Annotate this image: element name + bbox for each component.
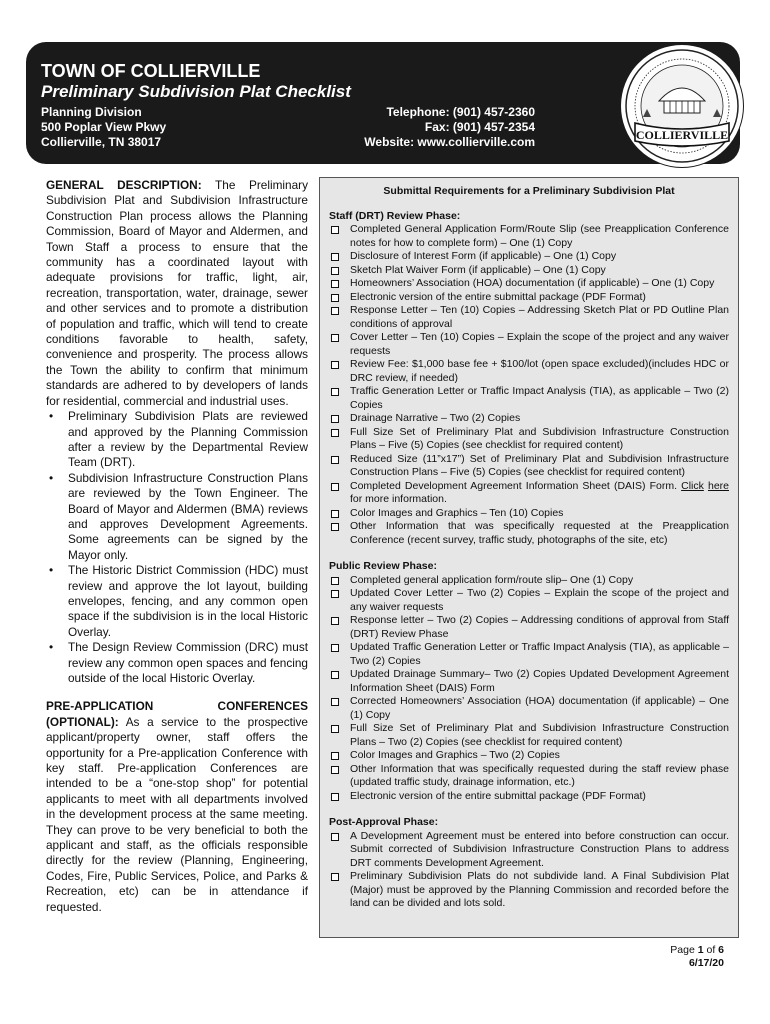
checkbox-icon[interactable] [331, 577, 339, 585]
checklist-item: Drainage Narrative – Two (2) Copies [329, 412, 729, 426]
checkbox-icon[interactable] [331, 280, 339, 288]
checkbox-icon[interactable] [331, 671, 339, 679]
checklist-item: Electronic version of the entire submittal package (PDF Format) [329, 790, 729, 804]
bullet-icon: • [49, 563, 54, 578]
bullet-item: • Preliminary Subdivision Plats are reviewed and approved by the Planning Commission after a review by the Departmental Review Team (DRT). [49, 409, 308, 470]
click-link[interactable]: Click [681, 479, 704, 492]
checklist-item: Corrected Homeowners’ Association (HOA) documentation (if applicable) – One (1) Copy [329, 695, 729, 722]
checkbox-icon[interactable] [331, 361, 339, 369]
checkbox-icon[interactable] [331, 617, 339, 625]
checklist-item: Full Size Set of Preliminary Plat and Subdivision Infrastructure Construction Plans – Five (5) Copies (see checklist for required content) [329, 426, 729, 453]
checkbox-icon[interactable] [331, 752, 339, 760]
checkbox-icon[interactable] [331, 456, 339, 464]
checkbox-icon[interactable] [331, 766, 339, 774]
checklist-item: Completed general application form/route slip– One (1) Copy [329, 574, 729, 588]
checklist-item: Other Information that was specifically requested at the Preapplication Conference (recent survey, traffic study, photographs of the site, etc) [329, 520, 729, 547]
checklist-item: Color Images and Graphics – Two (2) Copies [329, 749, 729, 763]
checklist-item: Reduced Size (11”x17”) Set of Preliminary Plat and Subdivision Infrastructure Construction Plans – Five (5) Copies (see checklist for required content) [329, 453, 729, 480]
general-description-heading: GENERAL DESCRIPTION: [46, 178, 202, 192]
preapplication-heading: PRE-APPLICATION CONFERENCES (OPTIONAL): [46, 699, 308, 729]
checklist-item: Full Size Set of Preliminary Plat and Subdivision Infrastructure Construction Plans – Two (2) Copies (see checklist for required content) [329, 722, 729, 749]
city-state-zip: Collierville, TN 38017 [41, 135, 162, 149]
division-name: Planning Division [41, 105, 142, 119]
checkbox-icon[interactable] [331, 510, 339, 518]
checkbox-icon[interactable] [331, 644, 339, 652]
checklist-item: Other Information that was specifically requested during the staff review phase (updated traffic study, drainage information, etc.) [329, 763, 729, 790]
checklist-item: Review Fee: $1,000 base fee + $100/lot (open space excluded)(includes HDC or DRC review, if needed) [329, 358, 729, 385]
checkbox-icon[interactable] [331, 833, 339, 841]
checkbox-icon[interactable] [331, 590, 339, 598]
contact-info [325, 105, 535, 150]
checkbox-icon[interactable] [331, 793, 339, 801]
checkbox-icon[interactable] [331, 873, 339, 881]
left-column [46, 178, 308, 915]
website[interactable]: Website: www.collierville.com [364, 135, 535, 149]
revision-date: 6/17/20 [688, 957, 724, 969]
checklist-item: Traffic Generation Letter or Traffic Impact Analysis (TIA), as applicable – Two (2) Copies [329, 385, 729, 412]
checklist-item: Updated Traffic Generation Letter or Traffic Impact Analysis (TIA), as applicable – Two (2) Copies [329, 641, 729, 668]
checklist-item: Sketch Plat Waiver Form (if applicable) – One (1) Copy [329, 264, 729, 278]
checkbox-icon[interactable] [331, 415, 339, 423]
page-footer [560, 944, 724, 970]
checklist-item: Homeowners’ Association (HOA) documentation (if applicable) – One (1) Copy [329, 277, 729, 291]
street-address: 500 Poplar View Pkwy [41, 120, 167, 134]
checkbox-icon[interactable] [331, 334, 339, 342]
checklist-item: Response letter – Two (2) Copies – Addressing conditions of approval from Staff (DRT) Review Phase [329, 614, 729, 641]
checklist-item: Response Letter – Ten (10) Copies – Addressing Sketch Plat or PD Outline Plan conditions of approval [329, 304, 729, 331]
review-bullets [46, 409, 308, 686]
town-seal-logo [620, 44, 744, 168]
post-approval-heading: Post-Approval Phase: [329, 816, 439, 828]
public-review-checklist [329, 574, 729, 804]
bullet-icon: • [49, 470, 54, 485]
post-approval-checklist [329, 830, 729, 911]
bullet-item: • The Design Review Commission (DRC) must review any common open spaces and fencing outside of the local Historic Overlay. [49, 640, 308, 685]
staff-review-checklist [329, 223, 729, 547]
checklist-item-dais: Completed Development Agreement Information Sheet (DAIS) Form. Click here for more information. [329, 480, 729, 507]
checkbox-icon[interactable] [331, 523, 339, 531]
checkbox-icon[interactable] [331, 267, 339, 275]
checkbox-icon[interactable] [331, 725, 339, 733]
fax: Fax: (901) 457-2354 [424, 120, 535, 134]
checkbox-icon[interactable] [331, 226, 339, 234]
document-header [26, 42, 740, 164]
planning-address [41, 105, 166, 150]
submittal-requirements-box [319, 177, 739, 938]
preapplication-text: As a service to the prospective applicant/property owner, staff offers the opportunity for a Pre-application Conference with key staff. Pre-application Conferences are intended to be a “one-stop shop” for potential applicants to meet with all departments involved in the development process at the same meeting. They can prove to be very beneficial to both the applicant and staff, as the officials responsible directly for the review (Planning, Engineering, Codes, Fire, Public Services, Police, and Parks & Recreation, etc) can be in attendance if requested. [46, 714, 308, 914]
staff-review-heading: Staff (DRT) Review Phase: [329, 209, 461, 222]
checklist-item: A Development Agreement must be entered into before construction can occur. Submit corrected of Subdivision Infrastructure Construction Plans to address DRT comments Development Agreement. [329, 830, 729, 871]
checklist-item: Updated Cover Letter – Two (2) Copies – Explain the scope of the project and any waiver requests [329, 587, 729, 614]
checklist-item: Updated Drainage Summary– Two (2) Copies Updated Development Agreement Information Sheet (DAIS) Form [329, 668, 729, 695]
checkbox-icon[interactable] [331, 429, 339, 437]
bullet-item: • Subdivision Infrastructure Construction Plans are reviewed by the Town Engineer. The Board of Mayor and Aldermen (BMA) reviews and approves Development Agreements. Some agreements can be signed by the Mayor only. [49, 470, 308, 562]
bullet-item: • The Historic District Commission (HDC) must review and approve the lot layout, building envelopes, fencing, and any common open space if the subdivision is in the local Historic Overlay. [49, 563, 308, 639]
logo-wordmark: COLLIERVILLE [635, 128, 729, 142]
town-name: TOWN OF COLLIERVILLE [41, 61, 261, 81]
page-number: Page 1 of 6 [670, 944, 724, 956]
here-link[interactable]: here [707, 479, 729, 492]
checkbox-icon[interactable] [331, 698, 339, 706]
bullet-icon: • [49, 409, 54, 424]
checkbox-icon[interactable] [331, 388, 339, 396]
checkbox-icon[interactable] [331, 483, 339, 491]
preapplication-section [46, 699, 308, 915]
checklist-item: Cover Letter – Ten (10) Copies – Explain the scope of the project and any waiver requests [329, 331, 729, 358]
checklist-item: Color Images and Graphics – Ten (10) Copies [329, 507, 729, 521]
requirements-title: Submittal Requirements for a Preliminary Subdivision Plat [383, 185, 675, 197]
bullet-icon: • [49, 640, 54, 655]
town-seal-icon [621, 45, 743, 167]
checkbox-icon[interactable] [331, 294, 339, 302]
general-description [46, 178, 308, 409]
checklist-item: Preliminary Subdivision Plats do not subdivide land. A Final Subdivision Plat (Major) must be approved by the Planning Commission and recorded before the land can be divided and lots sold. [329, 870, 729, 911]
checklist-item: Disclosure of Interest Form (if applicable) – One (1) Copy [329, 250, 729, 264]
telephone: Telephone: (901) 457-2360 [386, 105, 535, 119]
checklist-item: Electronic version of the entire submittal package (PDF Format) [329, 291, 729, 305]
document-title: Preliminary Subdivision Plat Checklist [41, 82, 351, 101]
checkbox-icon[interactable] [331, 307, 339, 315]
public-review-heading: Public Review Phase: [329, 560, 437, 572]
checklist-item: Completed General Application Form/Route Slip (see Preapplication Conference notes for how to complete form) – One (1) Copy [329, 223, 729, 250]
checkbox-icon[interactable] [331, 253, 339, 261]
general-description-text: The Preliminary Subdivision Plat and Subdivision Infrastructure Construction Plan process allows the Planning Commission, Board of Mayor and Aldermen, and Town Staff a process to ensure that the community has a coordinated layout with adequate provisions for traffic, light, air, recreation, transportation, water, drainage, sewer and other services and to promote a distribution of population and traffic, which will tend to create conditions favorable to health, safety, convenience and prosperity. The process allows the Town the ability to confirm that minimum standards are adhered to by developers of lands for residential, commercial and industrial uses. [46, 178, 308, 408]
